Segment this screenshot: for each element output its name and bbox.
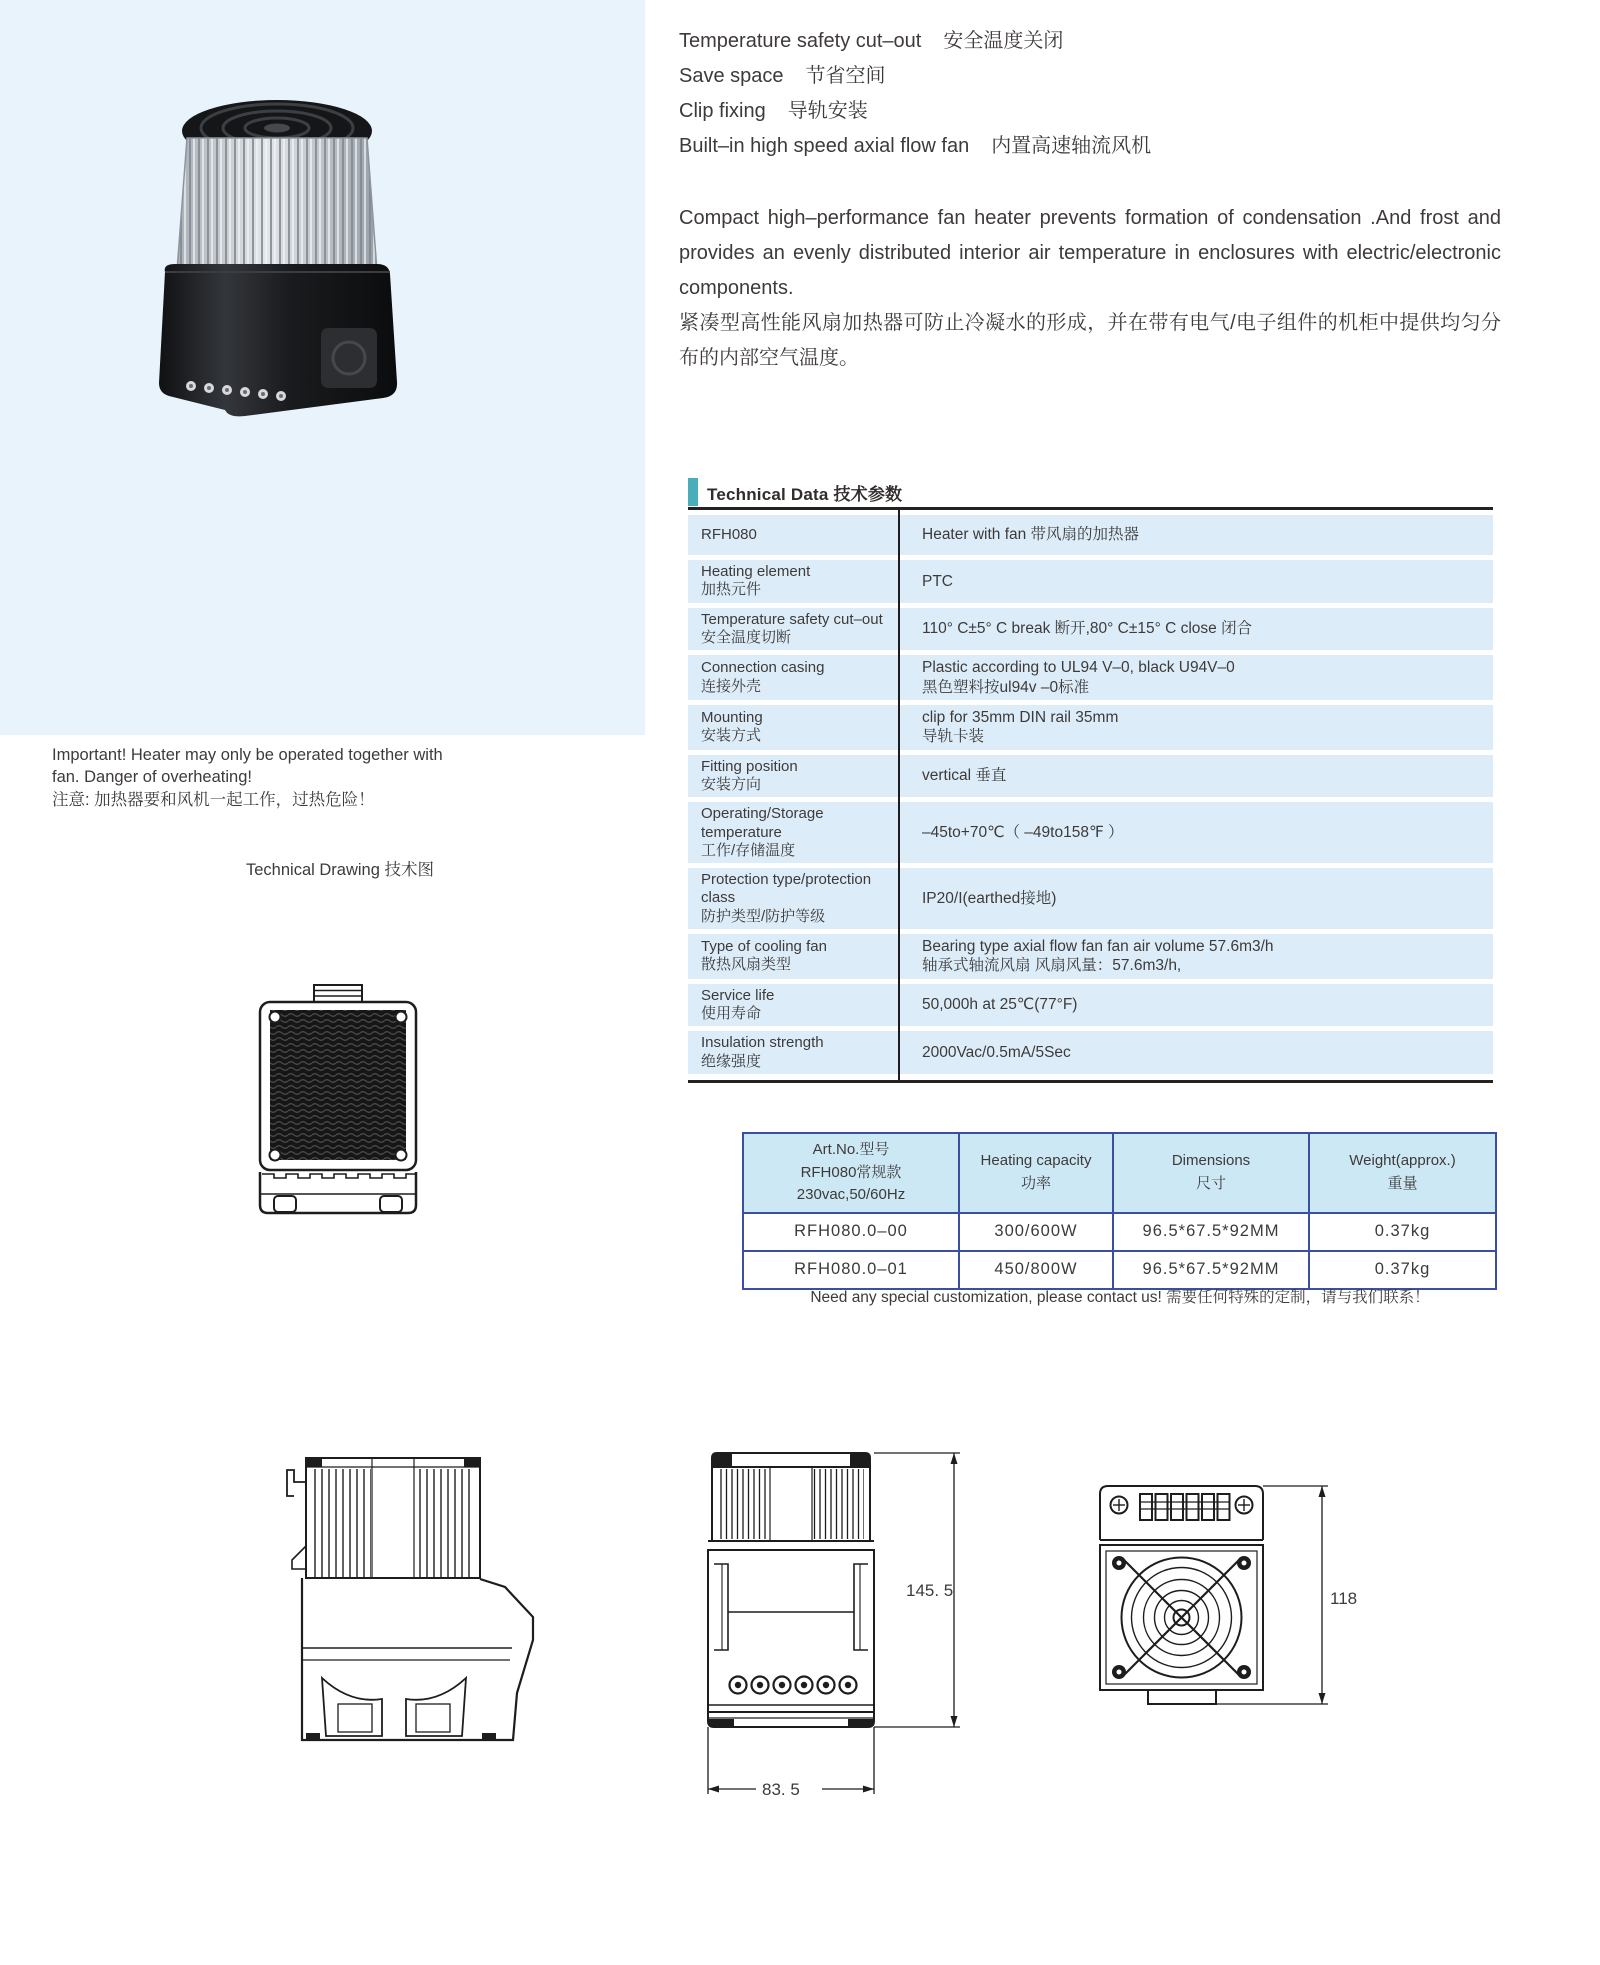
din-clip-hook <box>287 1470 306 1496</box>
cell-dimensions: 96.5*67.5*92MM <box>1113 1251 1309 1289</box>
product-photo-body <box>159 264 397 416</box>
row-label-en: Service life <box>701 986 775 1004</box>
row-label-en: Insulation strength <box>701 1034 824 1052</box>
technical-data-table <box>688 507 1493 1083</box>
cell-art-no: RFH080.0–00 <box>743 1213 959 1251</box>
cell-capacity: 450/800W <box>959 1251 1113 1289</box>
cell-dimensions: 96.5*67.5*92MM <box>1113 1213 1309 1251</box>
fan-guard <box>1122 1558 1242 1678</box>
row-label-cn: 绝缘强度 <box>701 1052 762 1070</box>
row-label-en: Heating element <box>701 563 811 580</box>
cell-art-no: RFH080.0–01 <box>743 1251 959 1289</box>
technical-drawing-front-view <box>698 1442 988 1807</box>
table-row <box>688 868 1493 929</box>
row-value: 110° C±5° C break 断开,80° C±15° C close 闭合 <box>922 620 1253 638</box>
feature-item <box>679 24 1509 59</box>
order-header-dimensions: Dimensions 尺寸 <box>1113 1133 1309 1213</box>
row-value: 50,000h at 25℃(77°F) <box>922 996 1078 1014</box>
row-value: PTC <box>922 572 953 590</box>
row-value: 2000Vac/0.5mA/5Sec <box>922 1044 1071 1062</box>
customization-note: Need any special customization, please contact us! 需要任何特殊的定制，请与我们联系！ <box>810 1289 1430 1306</box>
feature-cn: 导轨安装 <box>787 100 868 122</box>
feature-cn: 节省空间 <box>805 65 886 87</box>
teal-accent-bar <box>688 478 698 506</box>
row-value: vertical 垂直 <box>922 767 1007 785</box>
row-value-cn: 导轨卡装 <box>922 728 985 746</box>
table-row <box>688 705 1493 750</box>
table-row <box>688 1031 1493 1074</box>
dimension-height-lines <box>1216 1486 1328 1704</box>
row-label-cn: 使用寿命 <box>701 1005 762 1023</box>
product-description-cn: 紧凑型高性能风扇加热器可防止冷凝水的形成，并在带有电气/电子组件的机柜中提供均匀分布的内部空气温度。 <box>679 312 1501 369</box>
warning-text-cn: 注意: 加热器要和风机一起工作，过热危险！ <box>52 790 375 809</box>
row-label-en: Fitting position <box>701 757 798 775</box>
cell-weight: 0.37kg <box>1309 1213 1496 1251</box>
row-label-cn: 工作/存储温度 <box>701 841 796 859</box>
row-label-en: Type of cooling fan <box>701 938 827 956</box>
technical-data-header <box>688 478 902 506</box>
row-label-en: Connection casing <box>701 659 825 677</box>
row-label-cn: 散热风扇类型 <box>701 956 792 974</box>
technical-drawing-rear-fan-view <box>1092 1478 1362 1726</box>
row-label-en: Protection type/protection class <box>701 871 872 907</box>
table-row <box>688 984 1493 1027</box>
order-header-art: Art.No.型号 RFH080常规款 230vac,50/60Hz <box>743 1133 959 1213</box>
feature-item <box>679 129 1509 164</box>
row-value: Bearing type axial flow fan fan air volume 57.6m3/h <box>922 938 1274 956</box>
row-label-en: Operating/Storage temperature <box>701 805 824 841</box>
dim-width-label: 83. 5 <box>762 1780 800 1799</box>
table-column-divider <box>898 510 900 1080</box>
dim-height-label: 145. 5 <box>906 1581 954 1600</box>
row-label-cn: 连接外壳 <box>701 677 762 695</box>
order-table-header-row <box>743 1133 1496 1213</box>
cell-capacity: 300/600W <box>959 1213 1113 1251</box>
heating-coil-area <box>270 1010 406 1160</box>
table-row <box>688 802 1493 863</box>
row-value: clip for 35mm DIN rail 35mm <box>922 708 1119 726</box>
row-label-cn: 安装方式 <box>701 727 762 745</box>
row-label-cn: 加热元件 <box>701 581 762 599</box>
din-clip-tab <box>314 985 362 1002</box>
terminal-holes <box>730 1677 857 1694</box>
table-row <box>688 515 1493 555</box>
order-table-row <box>743 1251 1496 1289</box>
feature-cn: 安全温度关闭 <box>943 30 1064 52</box>
technical-data-title: Technical Data 技术参数 <box>707 484 903 504</box>
row-label-cn: 安装方向 <box>701 775 762 793</box>
order-header-weight: Weight(approx.) 重量 <box>1309 1133 1496 1213</box>
feature-en: Temperature safety cut–out <box>679 30 922 52</box>
cell-weight: 0.37kg <box>1309 1251 1496 1289</box>
row-label-en: RFH080 <box>701 525 757 543</box>
row-value: Plastic according to UL94 V–0, black U94V–0 <box>922 659 1235 677</box>
row-value: IP20/I(earthed接地) <box>922 889 1057 907</box>
feature-list <box>679 24 1509 164</box>
row-value-cn: 轴承式轴流风扇 风扇风量：57.6m3/h, <box>922 957 1182 975</box>
order-table-section <box>742 1132 1497 1290</box>
order-header-capacity: Heating capacity 功率 <box>959 1133 1113 1213</box>
product-photo <box>125 86 435 431</box>
table-row <box>688 560 1493 603</box>
feature-en: Save space <box>679 65 784 87</box>
table-row <box>688 934 1493 979</box>
order-table <box>742 1132 1497 1290</box>
feature-item <box>679 94 1509 129</box>
row-label-en: Temperature safety cut–out <box>701 610 883 628</box>
product-photo-heatsink <box>177 138 377 271</box>
technical-drawing-title: Technical Drawing 技术图 <box>246 861 434 879</box>
terminal-block <box>1140 1494 1230 1520</box>
row-label-cn: 防护类型/防护等级 <box>701 907 826 925</box>
feature-en: Built–in high speed axial flow fan <box>679 135 970 157</box>
dim-depth-label: 118 <box>1330 1589 1358 1608</box>
table-row <box>688 655 1493 700</box>
row-value: –45to+70℃（ –49to158℉ ） <box>922 824 1124 842</box>
feature-item <box>679 59 1509 94</box>
technical-drawing-front-coil <box>252 982 424 1217</box>
feature-en: Clip fixing <box>679 100 766 122</box>
warning-text <box>52 744 452 811</box>
row-value: Heater with fan 带风扇的加热器 <box>922 526 1140 544</box>
feature-cn: 内置高速轴流风机 <box>991 135 1152 157</box>
row-label-en: Mounting <box>701 709 763 727</box>
table-row <box>688 755 1493 798</box>
order-table-row <box>743 1213 1496 1251</box>
table-row <box>688 608 1493 651</box>
row-value-cn: 黑色塑料按ul94v –0标准 <box>922 678 1090 696</box>
product-description <box>679 201 1501 376</box>
row-label-cn: 安全温度切断 <box>701 628 792 646</box>
warning-text-en: Important! Heater may only be operated together with fan. Danger of overheating! <box>52 746 443 787</box>
technical-drawing-side-view <box>286 1448 556 1753</box>
product-description-en: Compact high–performance fan heater prevents formation of condensation .And frost and provides an evenly distributed interior air temperature in enclosures with electric/electronic components. <box>679 207 1501 299</box>
